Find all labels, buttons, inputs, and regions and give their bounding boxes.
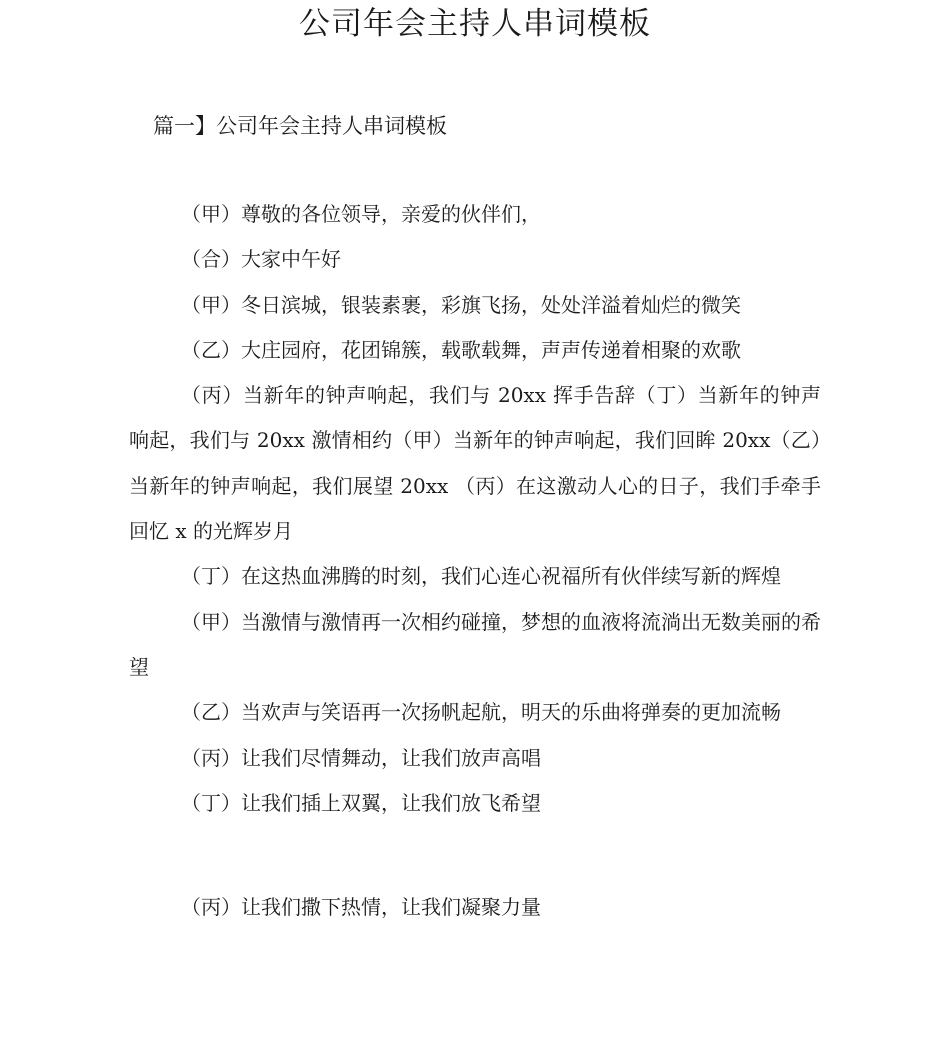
paragraph: （合）大家中午好 bbox=[181, 247, 341, 272]
paragraph-spacer bbox=[129, 826, 821, 885]
paragraph: （丁）在这热血沸腾的时刻，我们心连心祝福所有伙伴续写新的辉煌 bbox=[181, 564, 781, 589]
document-title: 公司年会主持人串词模板 bbox=[299, 6, 651, 42]
paragraph: （丙）让我们尽情舞动，让我们放声高唱 bbox=[181, 745, 541, 770]
paragraph: （丁）让我们插上双翼，让我们放飞希望 bbox=[181, 790, 541, 815]
paragraph: （甲）当激情与激情再一次相约碰撞，梦想的血液将流淌出无数美丽的希望 bbox=[129, 609, 821, 679]
paragraph: （丙）让我们撒下热情，让我们凝聚力量 bbox=[181, 895, 541, 920]
section-heading: 篇一】公司年会主持人串词模板 bbox=[153, 114, 447, 138]
paragraph: （甲）尊敬的各位领导，亲爱的伙伴们， bbox=[181, 202, 541, 226]
paragraph: （甲）冬日滨城，银装素裹，彩旗飞扬，处处洋溢着灿烂的微笑 bbox=[181, 292, 741, 317]
paragraph: （乙）大庄园府，花团锦簇，载歌载舞，声声传递着相聚的欢歌 bbox=[181, 337, 741, 362]
document-body bbox=[129, 192, 821, 930]
paragraph: （丙）当新年的钟声响起，我们与 20xx 挥手告辞（丁）当新年的钟声响起，我们与 20xx 激情相约（甲）当新年的钟声响起，我们回眸 20xx（乙）当新年的钟声响起，我们展望 20xx （丙）在这激动人心的日子，我们手牵手回忆 x 的光辉岁月 bbox=[129, 383, 821, 544]
paragraph: （乙）当欢声与笑语再一次扬帆起航，明天的乐曲将弹奏的更加流畅 bbox=[181, 700, 781, 725]
